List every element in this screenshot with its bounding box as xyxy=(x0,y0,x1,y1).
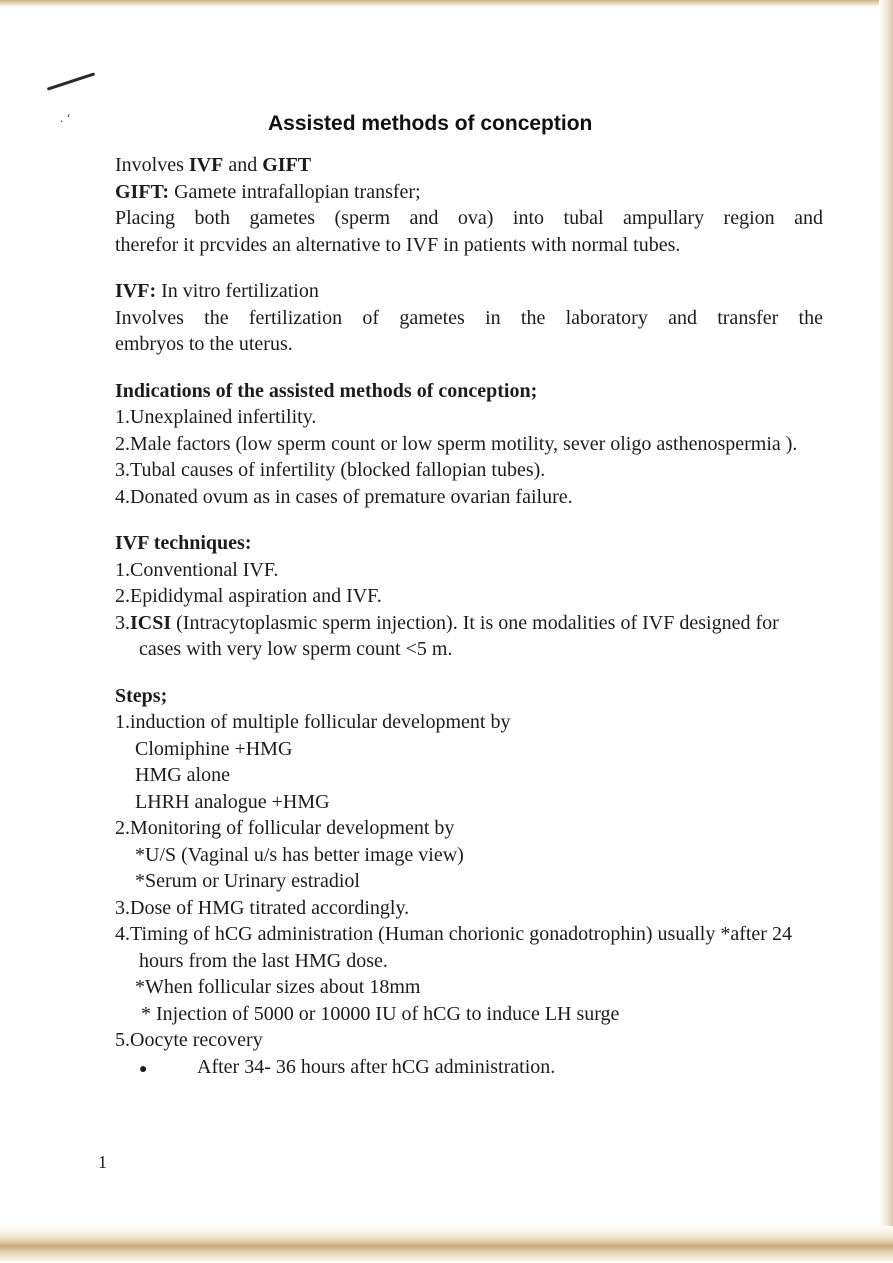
step-4: 4.Timing of hCG administration (Human chorionic gonadotrophin) usually *after 24 hours from the last HMG dose. xyxy=(115,923,792,972)
step-5-bullet-text: After 34- 36 hours after hCG administration. xyxy=(197,1055,556,1078)
technique-item: 2.Epididymal aspiration and IVF. xyxy=(115,585,382,607)
ivf-definition: IVF: In vitro fertilization xyxy=(115,280,319,302)
step-1-sub: HMG alone xyxy=(135,764,230,786)
scan-bottom-edge xyxy=(0,1226,893,1263)
scan-top-edge xyxy=(0,0,893,7)
page-number: 1 xyxy=(98,1152,107,1172)
gift-definition: GIFT: Gamete intrafallopian transfer; xyxy=(115,180,421,203)
page-title: Assisted methods of conception xyxy=(268,112,593,135)
indication-item: 2.Male factors (low sperm count or low sperm motility, sever oligo asthenospermia ). xyxy=(115,432,798,455)
step-1-sub: LHRH analogue +HMG xyxy=(135,790,330,813)
step-1: 1.induction of multiple follicular development by xyxy=(115,711,511,733)
step-4-sub: *When follicular sizes about 18mm xyxy=(135,976,421,998)
scan-right-edge xyxy=(879,0,893,1263)
ivf-description-line-2: embryos to the uterus. xyxy=(115,333,293,355)
step-2: 2.Monitoring of follicular development by xyxy=(115,817,455,839)
pen-mark xyxy=(47,72,95,90)
step-3: 3.Dose of HMG titrated accordingly. xyxy=(115,896,410,919)
indication-item: 4.Donated ovum as in cases of premature ovarian failure. xyxy=(115,485,573,508)
technique-item: 1.Conventional IVF. xyxy=(115,558,279,581)
indication-item: 3.Tubal causes of infertility (blocked fallopian tubes). xyxy=(115,459,546,481)
steps-heading: Steps; xyxy=(115,684,168,707)
bullet-icon: ● xyxy=(139,1061,148,1077)
intro-line: Involves IVF and GIFT xyxy=(115,154,312,176)
indication-item: 1.Unexplained infertility. xyxy=(115,406,317,428)
step-4-sub: * Injection of 5000 or 10000 IU of hCG to induce LH surge xyxy=(141,1002,620,1025)
gift-description-line-1: Placing both gametes (sperm and ova) into tubal ampullary region and xyxy=(115,207,823,229)
techniques-heading: IVF techniques: xyxy=(115,532,252,554)
step-5-bullet-row xyxy=(115,1054,823,1084)
step-1-sub: Clomiphine +HMG xyxy=(135,737,293,760)
step-5: 5.Oocyte recovery xyxy=(115,1029,263,1051)
technique-item-icsi: 3.ICSI (Intracytoplasmic sperm injection). It is one modalities of IVF designed for cases with very low sperm count <5 m. xyxy=(115,611,779,660)
step-2-sub: *Serum or Urinary estradiol xyxy=(135,870,360,892)
ivf-description-line-1: Involves the fertilization of gametes in the laboratory and transfer the xyxy=(115,306,823,329)
indications-heading: Indications of the assisted methods of conception; xyxy=(115,379,538,402)
step-2-sub: *U/S (Vaginal u/s has better image view) xyxy=(135,843,464,866)
ink-dots: . ʻ xyxy=(60,110,71,125)
document-body xyxy=(115,152,823,1083)
gift-description-line-2: therefor it prcvides an alternative to IVF in patients with normal tubes. xyxy=(115,233,681,256)
